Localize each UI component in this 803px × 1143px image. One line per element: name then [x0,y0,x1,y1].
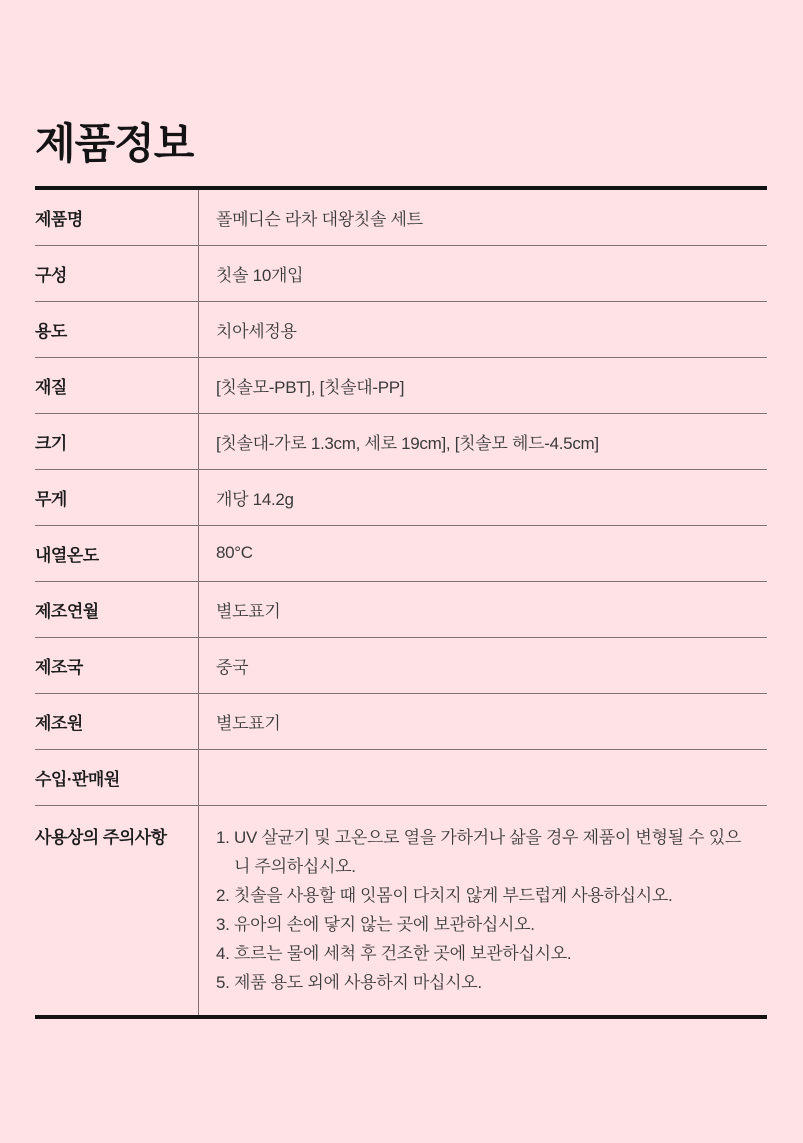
table-row-material [35,358,767,414]
table-row-manufacture-date [35,582,767,638]
row-value-precautions [198,806,767,1015]
row-value: [칫솔대-가로 1.3cm, 세로 19cm], [칫솔모 헤드-4.5cm] [198,414,767,469]
row-value: 개당 14.2g [198,470,767,525]
row-value: 중국 [198,638,767,693]
row-label: 수입·판매원 [35,769,120,789]
page-title: 제품정보 [35,120,194,167]
row-value: 칫솔 10개입 [198,246,767,301]
table-row-importer-seller [35,750,767,806]
row-label: 무게 [35,489,67,509]
precaution-item: 4. 흐르는 물에 세척 후 건조한 곳에 보관하십시오. [216,943,572,963]
precaution-item: 3. 유아의 손에 닿지 않는 곳에 보관하십시오. [216,914,535,934]
table-row-weight [35,470,767,526]
row-label: 제조원 [35,713,83,733]
row-label: 구성 [35,265,67,285]
row-value: 폴메디슨 라차 대왕칫솔 세트 [198,190,767,245]
row-value: 별도표기 [198,582,767,637]
row-value: 80°C [198,526,767,581]
table-row-country-of-origin [35,638,767,694]
row-label: 내열온도 [35,545,99,565]
product-info-table [35,186,767,1019]
precaution-item: 2. 칫솔을 사용할 때 잇몸이 다치지 않게 부드럽게 사용하십시오. [216,885,673,905]
precautions-list [216,823,756,997]
table-row-usage [35,302,767,358]
row-value: 별도표기 [198,694,767,749]
row-label: 재질 [35,377,67,397]
precaution-item: 1. UV 살균기 및 고온으로 열을 가하거나 삶을 경우 제품이 변형될 수 있으니 주의하십시오. [216,827,741,876]
table-row-heat-resistance [35,526,767,582]
table-row-product-name [35,190,767,246]
row-value: [칫솔모-PBT], [칫솔대-PP] [198,358,767,413]
table-row-composition [35,246,767,302]
row-label: 제조연월 [35,601,99,621]
row-label: 용도 [35,321,67,341]
row-label: 제조국 [35,657,83,677]
row-label: 제품명 [35,209,83,229]
table-row-size [35,414,767,470]
row-label: 크기 [35,433,67,453]
row-value: 치아세정용 [198,302,767,357]
table-row-manufacturer [35,694,767,750]
row-label: 사용상의 주의사항 [35,827,167,847]
row-value [198,750,767,805]
table-row-precautions [35,806,767,1015]
precaution-item: 5. 제품 용도 외에 사용하지 마십시오. [216,972,482,992]
